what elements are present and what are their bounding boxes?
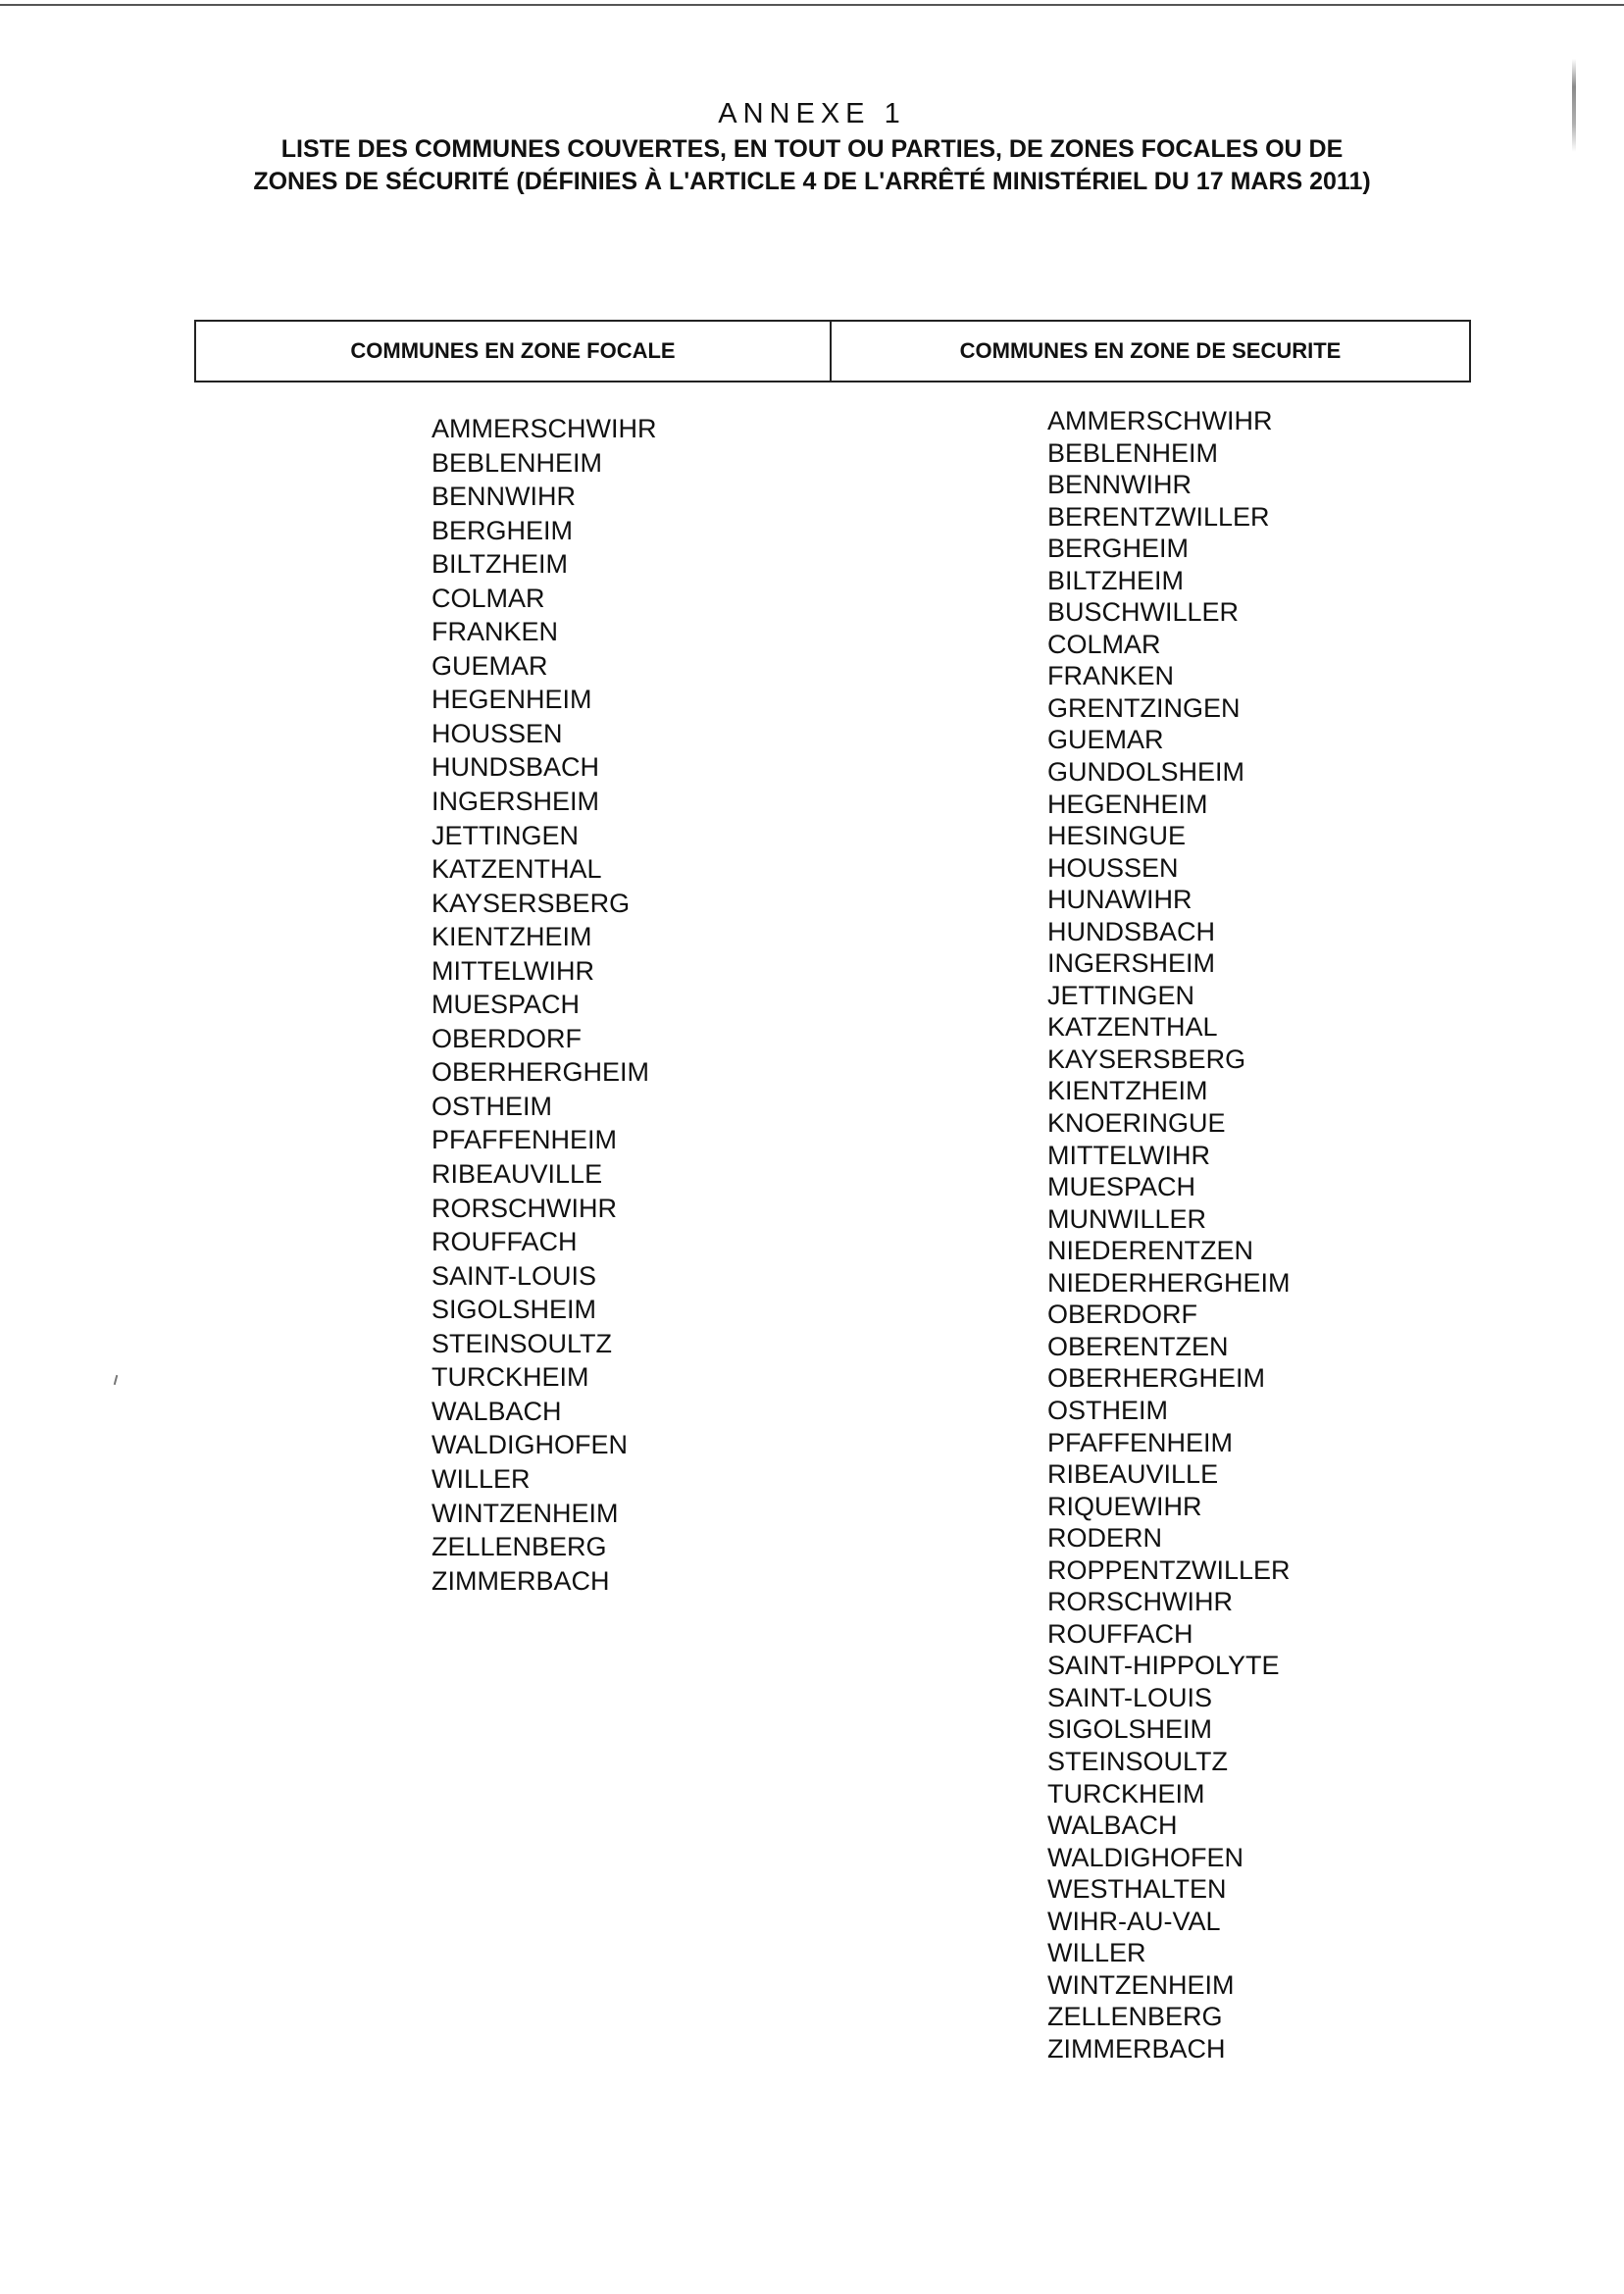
commune-zone-securite: FRANKEN xyxy=(1047,661,1175,691)
commune-zone-focale: FRANKEN xyxy=(431,617,559,647)
commune-zone-securite: KNOERINGUE xyxy=(1047,1108,1226,1139)
commune-zone-focale: COLMAR xyxy=(431,583,545,613)
commune-zone-securite: KATZENTHAL xyxy=(1047,1012,1218,1043)
commune-zone-focale: KIENTZHEIM xyxy=(431,922,592,952)
commune-zone-focale: MUESPACH xyxy=(431,990,581,1020)
commune-zone-focale: RORSCHWIHR xyxy=(431,1193,617,1223)
commune-zone-securite: SAINT-HIPPOLYTE xyxy=(1047,1651,1280,1681)
commune-zone-securite: MUNWILLER xyxy=(1047,1203,1207,1234)
commune-zone-securite: GUNDOLSHEIM xyxy=(1047,757,1245,788)
commune-zone-securite: WINTZENHEIM xyxy=(1047,1969,1235,2000)
commune-zone-focale: ROUFFACH xyxy=(431,1227,578,1257)
commune-zone-focale: HOUSSEN xyxy=(431,718,563,748)
commune-zone-securite: HESINGUE xyxy=(1047,821,1187,851)
commune-zone-focale: KATZENTHAL xyxy=(431,854,602,885)
commune-zone-securite: OSTHEIM xyxy=(1047,1395,1169,1425)
commune-zone-securite: RIBEAUVILLE xyxy=(1047,1459,1219,1490)
commune-zone-focale: HUNDSBACH xyxy=(431,752,600,783)
commune-zone-securite: NIEDERENTZEN xyxy=(1047,1236,1254,1266)
commune-zone-securite: COLMAR xyxy=(1047,629,1161,659)
header-zone-securite: COMMUNES EN ZONE DE SECURITE xyxy=(959,338,1342,363)
heading-line-2: ZONES DE SÉCURITÉ (DÉFINIES À L'ARTICLE 4 DE L'ARRÊTÉ MINISTÉRIEL DU 17 MARS 2011) xyxy=(253,168,1371,195)
commune-zone-focale: KAYSERSBERG xyxy=(431,888,631,918)
commune-zone-securite: RODERN xyxy=(1047,1523,1163,1554)
commune-zone-securite: SAINT-LOUIS xyxy=(1047,1682,1213,1712)
commune-zone-focale: STEINSOULTZ xyxy=(431,1328,613,1358)
commune-zone-securite: PFAFFENHEIM xyxy=(1047,1427,1234,1457)
commune-zone-focale: BEBLENHEIM xyxy=(431,447,603,478)
commune-zone-securite: WIHR-AU-VAL xyxy=(1047,1906,1221,1936)
commune-zone-focale: OBERHERGHEIM xyxy=(431,1057,650,1088)
commune-zone-focale: MITTELWIHR xyxy=(431,955,594,986)
scan-artifact-dot xyxy=(114,1375,119,1385)
commune-zone-focale: INGERSHEIM xyxy=(431,787,600,817)
commune-zone-securite: ZIMMERBACH xyxy=(1047,2033,1226,2064)
commune-zone-focale: GUEMAR xyxy=(431,650,548,681)
commune-zone-securite: NIEDERHERGHEIM xyxy=(1047,1267,1291,1298)
commune-zone-securite: BENNWIHR xyxy=(1047,470,1192,500)
commune-zone-focale: WILLER xyxy=(431,1463,531,1494)
annex-title: ANNEXE 1 xyxy=(718,98,906,129)
commune-zone-securite: AMMERSCHWIHR xyxy=(1047,406,1273,435)
commune-zone-focale: BERGHEIM xyxy=(431,515,574,545)
commune-zone-securite: WALBACH xyxy=(1047,1810,1178,1841)
commune-zone-focale: HEGENHEIM xyxy=(431,685,592,715)
commune-zone-securite: KAYSERSBERG xyxy=(1047,1044,1246,1074)
commune-zone-focale: PFAFFENHEIM xyxy=(431,1125,618,1155)
commune-zone-securite: INGERSHEIM xyxy=(1047,948,1216,979)
commune-zone-securite: MUESPACH xyxy=(1047,1172,1196,1202)
commune-zone-focale: OBERDORF xyxy=(431,1023,583,1053)
document-heading xyxy=(147,133,1477,198)
commune-zone-securite: GRENTZINGEN xyxy=(1047,692,1241,723)
commune-zone-securite: WILLER xyxy=(1047,1938,1146,1968)
commune-zone-securite: WESTHALTEN xyxy=(1047,1874,1227,1905)
commune-zone-securite: BERGHEIM xyxy=(1047,534,1190,564)
commune-zone-focale: TURCKHEIM xyxy=(431,1362,589,1393)
commune-zone-focale: WINTZENHEIM xyxy=(431,1498,619,1528)
commune-zone-securite: JETTINGEN xyxy=(1047,980,1195,1010)
heading-line-1: LISTE DES COMMUNES COUVERTES, EN TOUT OU PARTIES, DE ZONES FOCALES OU DE xyxy=(280,135,1344,163)
commune-zone-focale: SIGOLSHEIM xyxy=(431,1295,597,1325)
commune-zone-securite: WALDIGHOFEN xyxy=(1047,1842,1244,1872)
scan-top-border xyxy=(0,4,1624,6)
commune-zone-securite: OBERENTZEN xyxy=(1047,1331,1229,1361)
commune-zone-securite: BEBLENHEIM xyxy=(1047,437,1219,468)
commune-zone-securite: RORSCHWIHR xyxy=(1047,1587,1233,1617)
communes-zone-securite-list xyxy=(1047,405,1291,2065)
commune-zone-securite: TURCKHEIM xyxy=(1047,1778,1205,1809)
commune-zone-securite: SIGOLSHEIM xyxy=(1047,1714,1213,1745)
commune-zone-securite: HUNDSBACH xyxy=(1047,916,1216,946)
commune-zone-securite: RIQUEWIHR xyxy=(1047,1491,1202,1521)
commune-zone-securite: ROPPENTZWILLER xyxy=(1047,1555,1291,1585)
commune-zone-focale: JETTINGEN xyxy=(431,820,580,850)
commune-zone-securite: ZELLENBERG xyxy=(1047,2002,1223,2032)
commune-zone-securite: BERENTZWILLER xyxy=(1047,501,1270,532)
commune-zone-focale: AMMERSCHWIHR xyxy=(431,414,657,443)
commune-zone-focale: BILTZHEIM xyxy=(431,549,569,580)
commune-zone-focale: RIBEAUVILLE xyxy=(431,1159,603,1190)
commune-zone-focale: SAINT-LOUIS xyxy=(431,1260,597,1291)
header-zone-focale: COMMUNES EN ZONE FOCALE xyxy=(196,322,832,381)
commune-zone-securite: OBERDORF xyxy=(1047,1300,1198,1330)
commune-zone-securite: BUSCHWILLER xyxy=(1047,597,1240,628)
commune-zone-focale: WALDIGHOFEN xyxy=(431,1430,629,1460)
commune-zone-securite: ROUFFACH xyxy=(1047,1618,1193,1649)
commune-zone-focale: WALBACH xyxy=(431,1396,562,1426)
communes-table-header xyxy=(194,320,1471,382)
commune-zone-securite: HOUSSEN xyxy=(1047,852,1179,883)
commune-zone-securite: OBERHERGHEIM xyxy=(1047,1363,1266,1394)
commune-zone-focale: ZELLENBERG xyxy=(431,1532,607,1562)
commune-zone-focale: BENNWIHR xyxy=(431,482,576,512)
commune-zone-securite: GUEMAR xyxy=(1047,725,1164,755)
commune-zone-securite: MITTELWIHR xyxy=(1047,1140,1210,1170)
commune-zone-securite: KIENTZHEIM xyxy=(1047,1076,1208,1106)
commune-zone-focale: OSTHEIM xyxy=(431,1091,553,1121)
commune-zone-securite: STEINSOULTZ xyxy=(1047,1746,1229,1776)
commune-zone-securite: HEGENHEIM xyxy=(1047,789,1208,819)
commune-zone-focale: ZIMMERBACH xyxy=(431,1565,610,1596)
commune-zone-securite: HUNAWIHR xyxy=(1047,885,1193,915)
commune-zone-securite: BILTZHEIM xyxy=(1047,565,1185,595)
communes-zone-focale-list xyxy=(431,412,657,1598)
